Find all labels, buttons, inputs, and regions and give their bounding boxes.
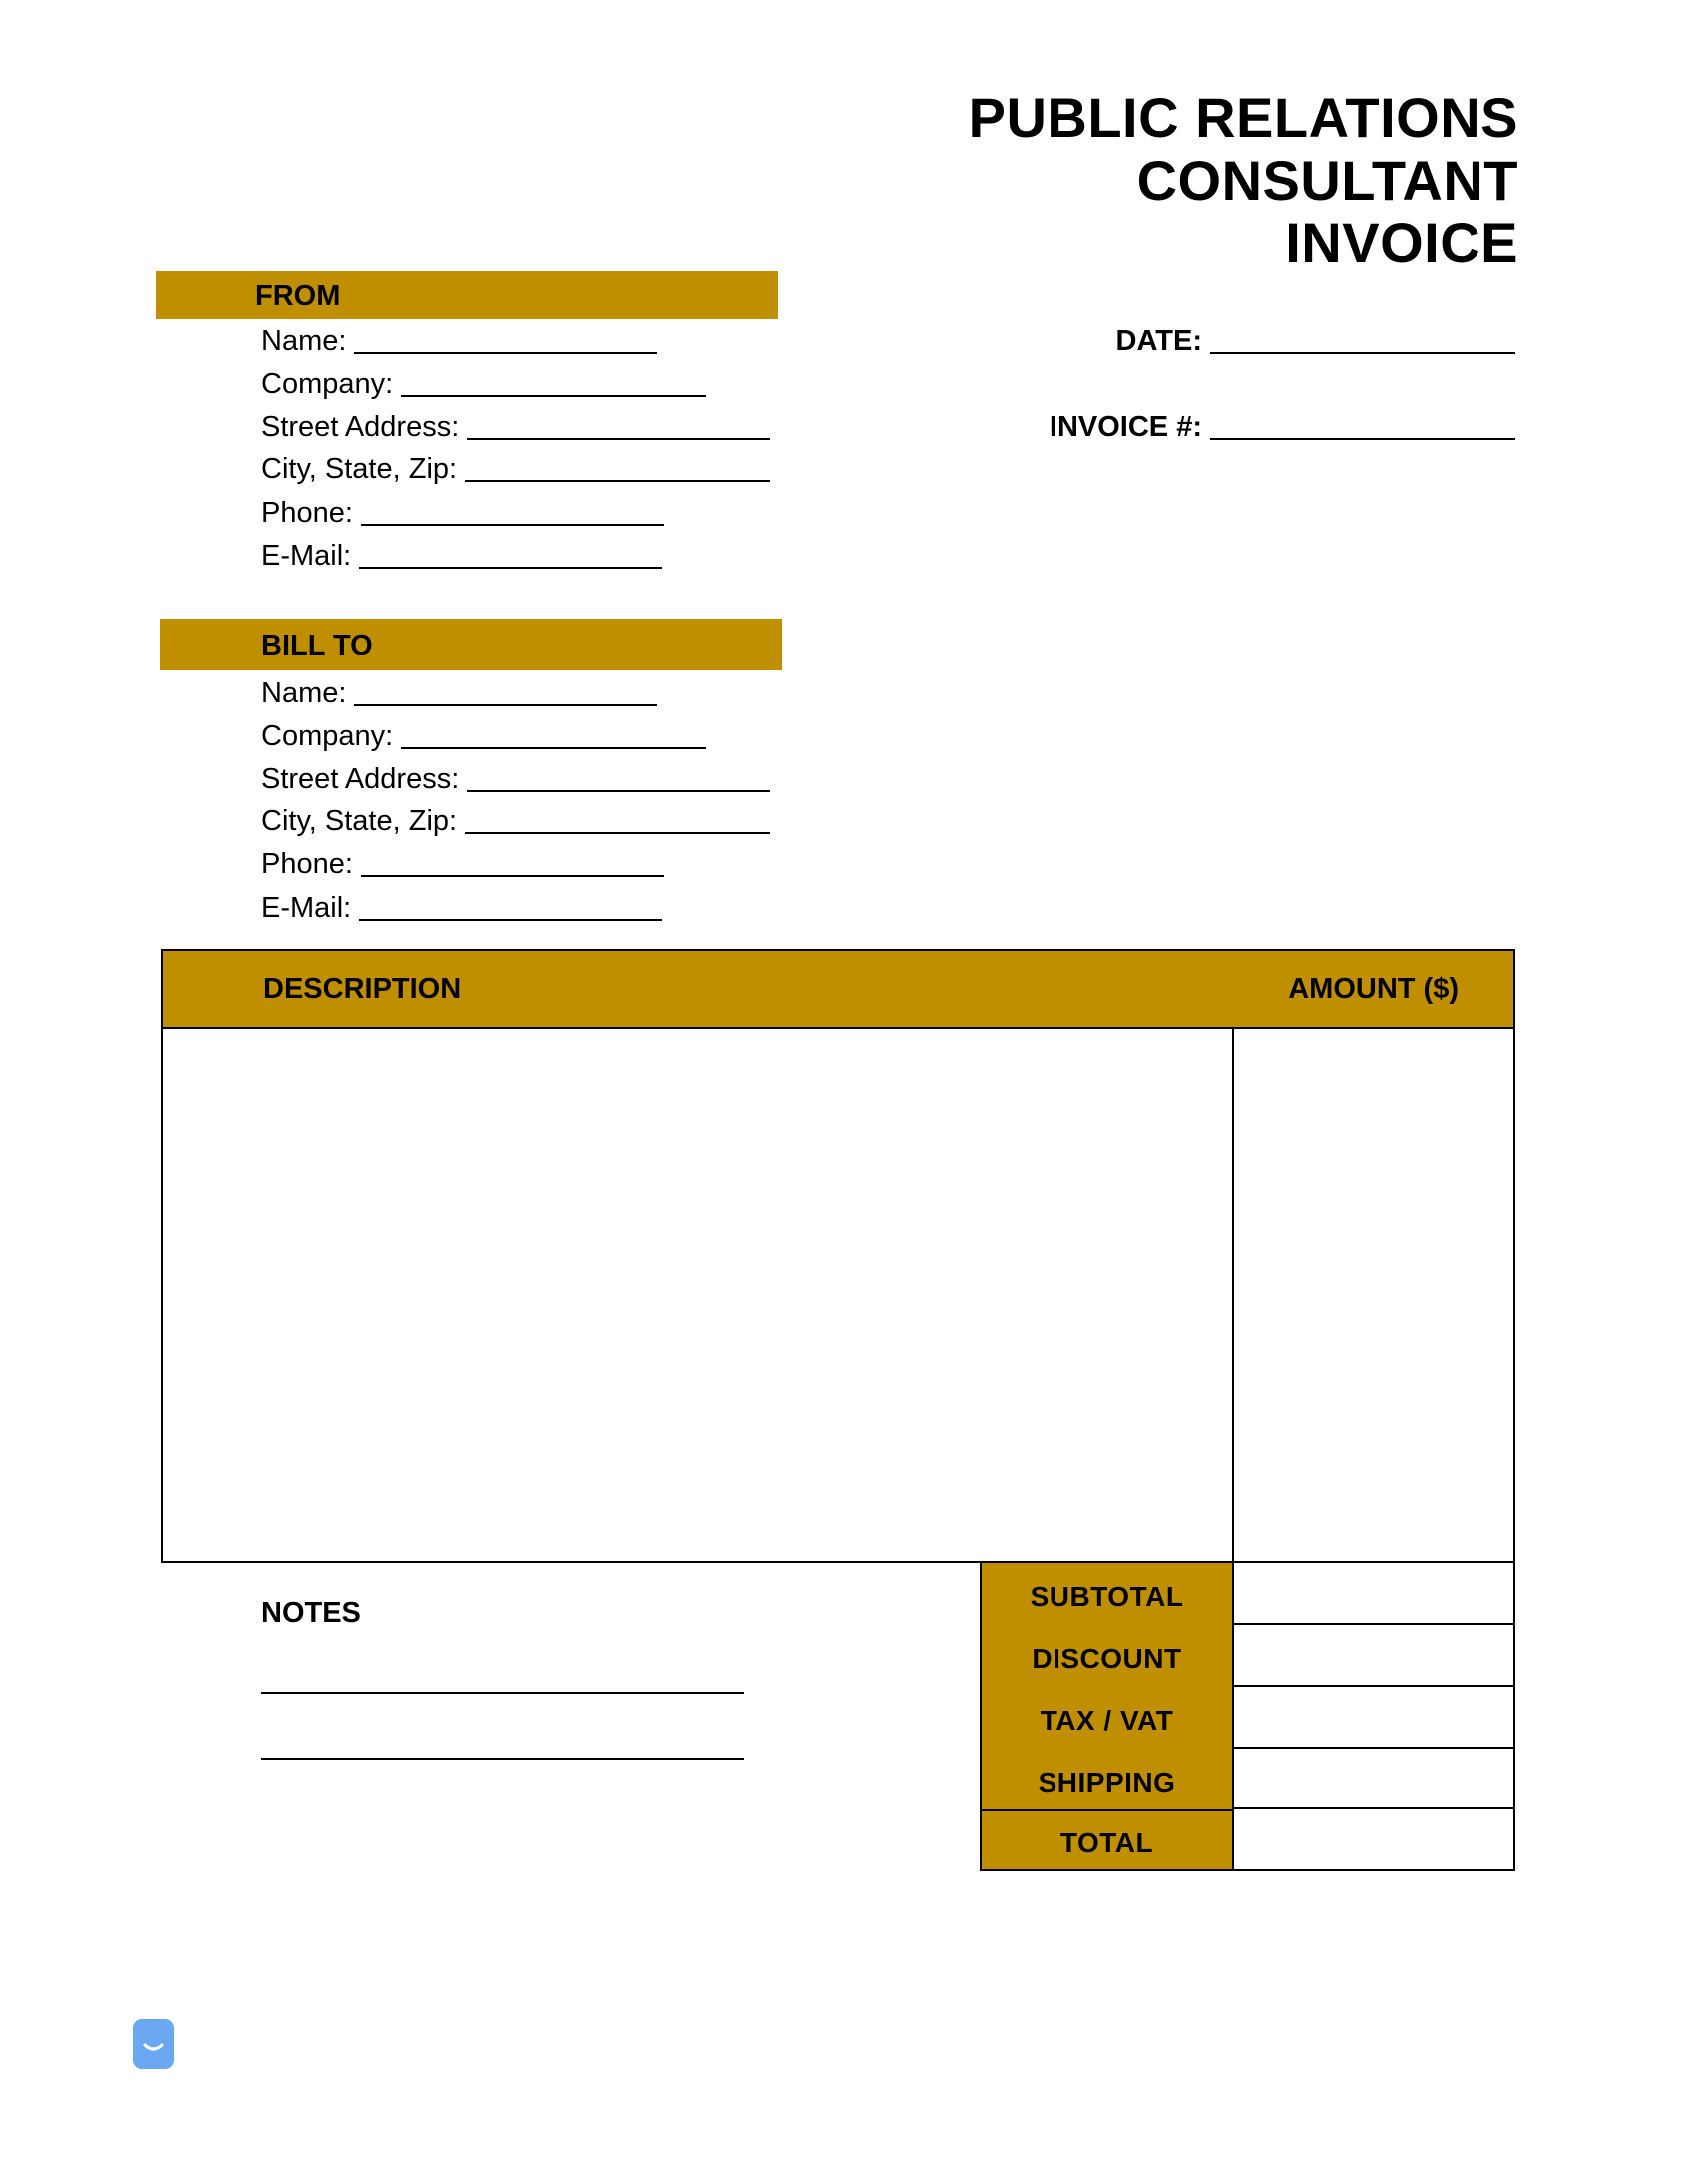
- notes-label: NOTES: [261, 1597, 361, 1629]
- from-phone-field[interactable]: [261, 494, 664, 530]
- bill-to-company-field[interactable]: [261, 717, 706, 753]
- from-name-label: Name:: [261, 325, 347, 357]
- from-company-line[interactable]: [401, 395, 706, 397]
- from-email-field[interactable]: [261, 537, 662, 573]
- totals-values: [1232, 1561, 1515, 1871]
- invoice-number-field[interactable]: [1050, 408, 1515, 444]
- from-city-label: City, State, Zip:: [261, 453, 458, 485]
- from-company-label: Company:: [261, 368, 394, 400]
- invoice-number-label: INVOICE #:: [1049, 411, 1202, 443]
- bill-to-name-line[interactable]: [354, 704, 657, 706]
- from-email-line[interactable]: [359, 567, 662, 569]
- from-city-line[interactable]: [465, 480, 770, 482]
- line-items-table: [161, 949, 1515, 1563]
- table-header: [163, 951, 1513, 1029]
- from-city-field[interactable]: [261, 450, 770, 486]
- bill-to-street-line[interactable]: [467, 790, 770, 792]
- from-phone-line[interactable]: [361, 524, 664, 526]
- total-value[interactable]: [1234, 1809, 1513, 1869]
- totals-labels: [980, 1561, 1234, 1871]
- bill-to-email-line[interactable]: [359, 919, 662, 921]
- bill-to-phone-field[interactable]: [261, 845, 664, 881]
- subtotal-label: SUBTOTAL: [1030, 1581, 1184, 1612]
- totals-block: [980, 1561, 1515, 1871]
- shipping-label: SHIPPING: [1038, 1767, 1176, 1798]
- description-cell[interactable]: [163, 1029, 1232, 1561]
- from-street-line[interactable]: [467, 438, 770, 440]
- date-line[interactable]: [1210, 352, 1515, 354]
- from-email-label: E-Mail:: [261, 540, 352, 572]
- from-name-line[interactable]: [354, 352, 657, 354]
- bill-to-city-label: City, State, Zip:: [261, 805, 458, 837]
- title-line-2: CONSULTANT: [1136, 149, 1518, 212]
- bill-to-email-label: E-Mail:: [261, 892, 352, 924]
- notes-line-1[interactable]: [261, 1692, 744, 1694]
- invoice-number-line[interactable]: [1210, 438, 1515, 440]
- bill-to-name-field[interactable]: [261, 674, 657, 710]
- title-line-3: INVOICE: [1285, 212, 1518, 274]
- from-name-field[interactable]: [261, 322, 657, 358]
- shipping-value[interactable]: [1234, 1749, 1513, 1807]
- total-divider: [982, 1809, 1232, 1811]
- bill-to-email-field[interactable]: [261, 889, 662, 925]
- brand-logo-icon: [133, 2019, 174, 2069]
- bill-to-company-label: Company:: [261, 720, 394, 752]
- notes-line-2[interactable]: [261, 1758, 744, 1760]
- total-label: TOTAL: [1059, 1827, 1154, 1858]
- bill-to-street-label: Street Address:: [261, 763, 460, 795]
- subtotal-value[interactable]: [1234, 1561, 1513, 1623]
- bill-to-name-label: Name:: [261, 677, 347, 709]
- amount-cell[interactable]: [1234, 1029, 1513, 1561]
- date-field[interactable]: [1116, 322, 1515, 358]
- from-street-label: Street Address:: [261, 411, 460, 443]
- from-street-field[interactable]: [261, 408, 770, 444]
- from-header: [156, 271, 778, 319]
- from-company-field[interactable]: [261, 365, 706, 401]
- invoice-title: [820, 86, 1518, 274]
- amount-header: AMOUNT ($): [1288, 973, 1459, 1005]
- discount-value[interactable]: [1234, 1625, 1513, 1685]
- tax-label: TAX / VAT: [1040, 1705, 1174, 1736]
- bill-to-city-field[interactable]: [261, 802, 770, 838]
- bill-to-company-line[interactable]: [401, 747, 706, 749]
- title-line-1: PUBLIC RELATIONS: [968, 86, 1518, 149]
- bill-to-header: [160, 619, 782, 670]
- bill-to-phone-line[interactable]: [361, 875, 664, 877]
- bill-to-city-line[interactable]: [465, 832, 770, 834]
- from-phone-label: Phone:: [261, 497, 353, 529]
- date-label: DATE:: [1115, 325, 1202, 357]
- bill-to-phone-label: Phone:: [261, 848, 353, 880]
- description-header: DESCRIPTION: [263, 973, 462, 1005]
- discount-label: DISCOUNT: [1032, 1643, 1182, 1674]
- bill-to-header-label: BILL TO: [261, 630, 373, 661]
- tax-value[interactable]: [1234, 1687, 1513, 1747]
- bill-to-street-field[interactable]: [261, 760, 770, 796]
- from-header-label: FROM: [255, 280, 341, 312]
